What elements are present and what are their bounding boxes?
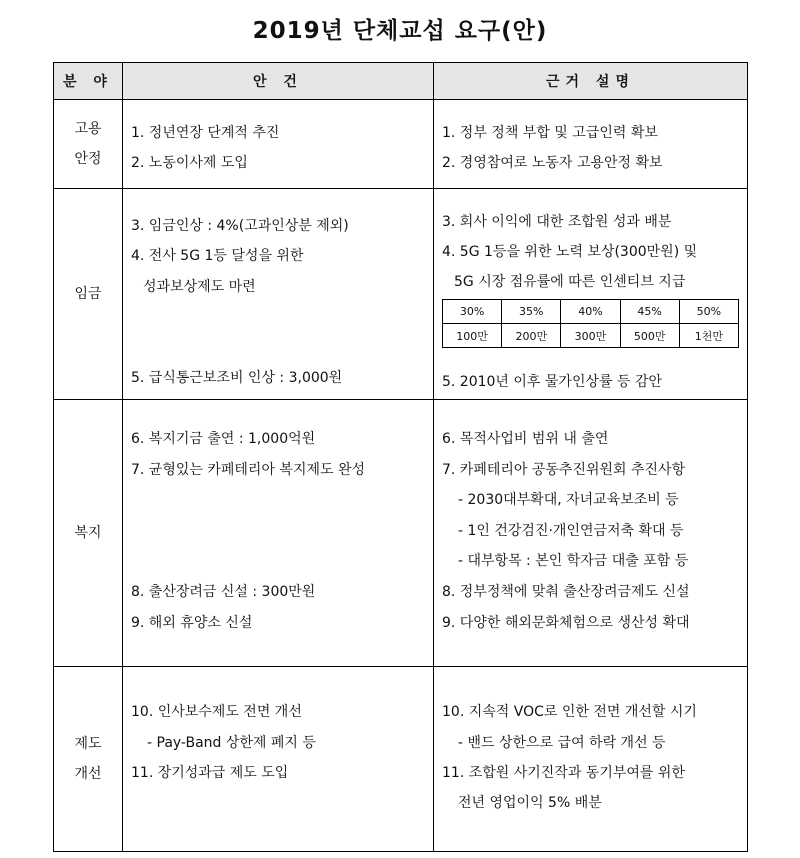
incentive-amount-row (443, 324, 739, 348)
rationale-subitem: - 밴드 상한으로 급여 하락 개선 등 (458, 735, 666, 751)
agenda-item: 11. 장기성과급 제도 도입 (131, 765, 289, 781)
rationale-item: 5. 2010년 이후 물가인상률 등 감안 (442, 374, 663, 390)
rationale-item: 8. 정부정책에 맞춰 출산장려금제도 신설 (442, 584, 690, 600)
agenda-system (123, 667, 434, 852)
incentive-amount: 1천만 (679, 324, 738, 348)
header-category: 분 야 (54, 63, 123, 100)
incentive-share: 40% (561, 300, 620, 324)
rationale-item: 2. 경영참여로 노동자 고용안정 확보 (442, 155, 663, 171)
agenda-item: 10. 인사보수제도 전면 개선 (131, 704, 302, 720)
rationale-item: 9. 다양한 해외문화체험으로 생산성 확대 (442, 615, 690, 631)
rationale-subitem: - 2030대부확대, 자녀교육보조비 등 (458, 492, 679, 508)
category-line: 제도 (74, 736, 102, 752)
category-employment (54, 100, 123, 189)
incentive-share: 35% (502, 300, 561, 324)
incentive-share-row (443, 300, 739, 324)
category-line: 안정 (74, 151, 102, 167)
incentive-share: 45% (620, 300, 679, 324)
rationale-wage (434, 189, 748, 400)
incentive-amount: 100만 (443, 324, 502, 348)
document-title: 2019년 단체교섭 요구(안) (252, 18, 548, 44)
agenda-item: 2. 노동이사제 도입 (131, 155, 248, 171)
agenda-item: 5. 급식통근보조비 인상 : 3,000원 (131, 370, 343, 386)
agenda-employment (123, 100, 434, 189)
rationale-item: 7. 카페테리아 공동추진위원회 추진사항 (442, 462, 686, 478)
agenda-item: 7. 균형있는 카페테리아 복지제도 완성 (131, 462, 366, 478)
category-system (54, 667, 123, 852)
agenda-item: 9. 해외 휴양소 신설 (131, 615, 253, 631)
row-system (54, 667, 748, 852)
header-row (54, 63, 748, 100)
agenda-welfare (123, 400, 434, 667)
agenda-wage (123, 189, 434, 400)
rationale-item: 5G 시장 점유률에 따른 인센티브 지급 (454, 274, 686, 290)
rationale-employment (434, 100, 748, 189)
rationale-system (434, 667, 748, 852)
incentive-amount: 200만 (502, 324, 561, 348)
rationale-subitem: - 대부항목 : 본인 학자금 대출 포함 등 (458, 553, 689, 569)
category-welfare: 복지 (54, 400, 123, 667)
row-employment (54, 100, 748, 189)
incentive-amount: 300만 (561, 324, 620, 348)
rationale-item: 11. 조합원 사기진작과 동기부여를 위한 (442, 765, 685, 781)
row-wage (54, 189, 748, 400)
incentive-table (442, 299, 739, 348)
agenda-item: 6. 복지기금 출연 : 1,000억원 (131, 431, 316, 447)
header-agenda: 안 건 (123, 63, 434, 100)
incentive-share: 50% (679, 300, 738, 324)
header-rationale: 근거 설명 (434, 63, 748, 100)
category-line: 고용 (74, 121, 102, 137)
agenda-subitem: - Pay-Band 상한제 폐지 등 (147, 735, 316, 751)
agenda-item: 4. 전사 5G 1등 달성을 위한 (131, 248, 304, 264)
agenda-item: 8. 출산장려금 신설 : 300만원 (131, 584, 316, 600)
rationale-welfare (434, 400, 748, 667)
rationale-item: 1. 정부 정책 부합 및 고급인력 확보 (442, 125, 658, 141)
rationale-item: 10. 지속적 VOC로 인한 전면 개선할 시기 (442, 704, 697, 720)
rationale-item: 3. 회사 이익에 대한 조합원 성과 배분 (442, 214, 672, 230)
incentive-amount: 500만 (620, 324, 679, 348)
rationale-item-continued: 전년 영업이익 5% 배분 (458, 795, 602, 811)
bargaining-table (53, 62, 748, 852)
row-welfare (54, 400, 748, 667)
incentive-share: 30% (443, 300, 502, 324)
agenda-item: 3. 임금인상 : 4%(고과인상분 제외) (131, 218, 349, 234)
agenda-item: 1. 정년연장 단계적 추진 (131, 125, 280, 141)
category-line: 개선 (74, 766, 102, 782)
rationale-subitem: - 1인 건강검진·개인연금저축 확대 등 (458, 523, 684, 539)
category-wage: 임금 (54, 189, 123, 400)
rationale-item: 6. 목적사업비 범위 내 출연 (442, 431, 609, 447)
agenda-item: 성과보상제도 마련 (143, 279, 256, 295)
rationale-item: 4. 5G 1등을 위한 노력 보상(300만원) 및 (442, 244, 698, 260)
